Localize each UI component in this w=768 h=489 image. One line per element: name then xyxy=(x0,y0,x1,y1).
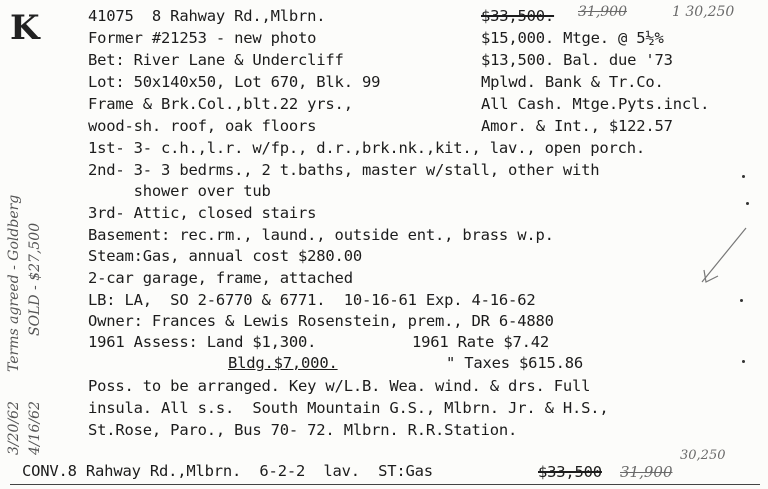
listing-line-11: Basement: rec.rm., laund., outside ent., brass w.p. xyxy=(88,226,554,244)
mortgage: $15,000. Mtge. @ 5½% xyxy=(481,29,664,47)
margin-terms-note: Terms agreed - Goldberg xyxy=(6,194,22,372)
margin-dot xyxy=(740,299,743,302)
listing-line-15: Owner: Frances & Lewis Rosenstein, prem., DR 6-4880 xyxy=(88,312,554,330)
listing-line-3: Bet: River Lane & Undercliff xyxy=(88,51,344,69)
footer-price: $33,500 xyxy=(538,463,602,481)
listing-line-18: insula. All s.s. South Mountain G.S., Mlbrn. Jr. & H.S., xyxy=(88,399,609,417)
listing-line-19: St.Rose, Paro., Bus 70- 72. Mlbrn. R.R.Station. xyxy=(88,421,518,439)
listing-line-8: 2nd- 3- 3 bedrms., 2 t.baths, master w/stall, other with xyxy=(88,161,600,179)
margin-dot xyxy=(742,175,745,178)
bldg-assess: Bldg.$7,000. xyxy=(228,354,338,372)
footer-price-revision-1: 31,900 xyxy=(620,463,673,481)
margin-dot xyxy=(742,360,745,363)
listing-line-6: wood-sh. roof, oak floors xyxy=(88,117,317,135)
footer-price-revision-2: 30,250 xyxy=(680,448,726,463)
listing-line-1: 41075 8 Rahway Rd.,Mlbrn. xyxy=(88,7,326,25)
listing-line-9: shower over tub xyxy=(88,182,271,200)
taxes: " Taxes $615.86 xyxy=(446,354,583,372)
listing-line-13: 2-car garage, frame, attached xyxy=(88,269,353,287)
listing-line-17: Poss. to be arranged. Key w/L.B. Wea. wind. & drs. Full xyxy=(88,377,591,395)
listing-line-2: Former #21253 - new photo xyxy=(88,29,317,47)
price-revision-2: 1 30,250 xyxy=(672,4,735,20)
listing-line-12: Steam:Gas, annual cost $280.00 xyxy=(88,247,362,265)
footer-rule xyxy=(10,484,760,485)
amortization: Amor. & Int., $122.57 xyxy=(481,117,673,135)
listing-line-7: 1st- 3- c.h.,l.r. w/fp., d.r.,brk.nk.,kit., lav., open porch. xyxy=(88,139,646,157)
price-revision-1: 31,900 xyxy=(578,4,627,20)
footer-summary: CONV.8 Rahway Rd.,Mlbrn. 6-2-2 lav. ST:Gas xyxy=(22,462,433,480)
margin-date-1: 3/20/62 xyxy=(6,401,22,455)
margin-date-2: 4/16/62 xyxy=(27,401,43,455)
listing-line-14: LB: LA, SO 2-6770 & 6771. 10-16-61 Exp. 4-16-62 xyxy=(88,291,536,309)
asking-price: $33,500. xyxy=(481,7,555,25)
bank: Mplwd. Bank & Tr.Co. xyxy=(481,73,664,91)
listing-line-10: 3rd- Attic, closed stairs xyxy=(88,204,317,222)
margin-sold-note: SOLD - $27,500 xyxy=(27,222,43,336)
balance-due: $13,500. Bal. due '73 xyxy=(481,51,673,69)
listing-line-5: Frame & Brk.Col.,blt.22 yrs., xyxy=(88,95,353,113)
margin-dot xyxy=(746,202,749,205)
margin-letter: K xyxy=(10,8,40,48)
tax-rate: 1961 Rate $7.42 xyxy=(412,333,549,351)
check-mark-icon xyxy=(700,226,748,286)
listing-line-4: Lot: 50x140x50, Lot 670, Blk. 99 xyxy=(88,73,381,91)
listing-line-16: 1961 Assess: Land $1,300. xyxy=(88,333,317,351)
payments: All Cash. Mtge.Pyts.incl. xyxy=(481,95,710,113)
